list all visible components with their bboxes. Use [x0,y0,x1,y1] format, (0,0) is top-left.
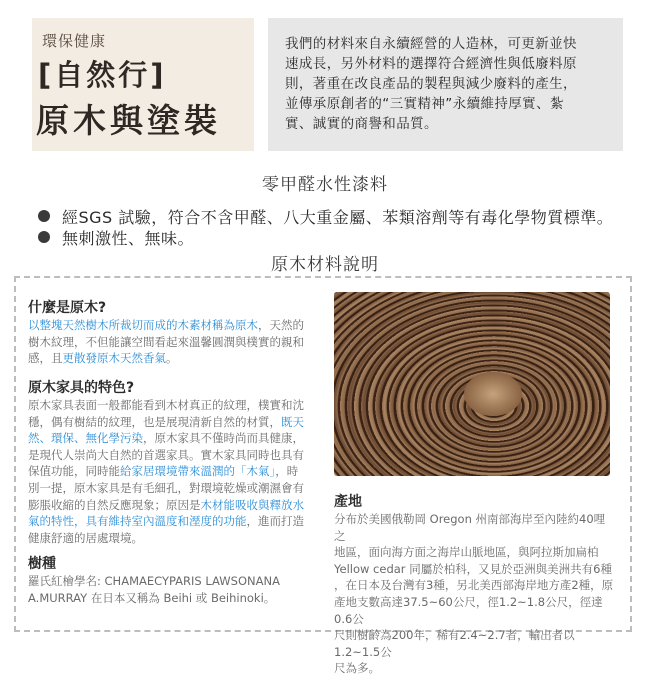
features-segment: ，時 [275,464,299,479]
features-segment: 膨脹收縮的自然反應現象；原因是 [28,497,201,512]
features-line [28,397,313,414]
features-segment: 穩，偶有樹結的紋理，也是展現清新自然的材質， [28,414,281,429]
intro-line: 我們的材料來自永續經營的人造林，可更新並快 [285,36,577,52]
what-is-wood-segment: 。 [166,351,178,366]
features-segment: 保值功能，同時能 [28,464,120,479]
features-heading: 原木家具的特色? [28,380,135,396]
features-segment: ，進而打造 [246,514,304,529]
what-is-wood-line [28,334,313,351]
what-is-wood-highlight: 以整塊天然樹木所裁切而成的木素材稱為原木 [28,318,258,332]
what-is-wood-text [28,317,313,367]
features-block [28,377,313,546]
header-title-line2: 原木與塗裝 [36,101,221,140]
features-highlight: 給家居環境帶來溫潤的「木氣」 [120,464,276,479]
what-is-wood-segment: 感，且 [28,351,63,366]
what-is-wood-highlight: 更散發原木天然香氣 [62,351,166,366]
what-is-wood-segment: ，天然的 [258,318,304,332]
origin-block [334,491,616,677]
species-line: A.MURRAY 在日本又稱為 Beihi 或 Beihinoki。 [28,590,276,605]
species-heading: 樹種 [28,556,56,572]
features-line [28,430,313,447]
features-segment: 健康舒適的居處環境。 [28,530,143,545]
intro-line: 速成長，另外材料的選擇符合經濟性與低廢料原 [285,56,577,72]
features-segment: ，原木家具不僅時尚而具健康， [143,431,304,446]
wood-section-title: 原木材料說明 [271,255,379,275]
paint-bullet-text: 經SGS 試驗，符合不含甲醛、八大重金屬、苯類溶劑等有毒化學物質標準。 [62,208,614,227]
species-block [28,553,313,606]
features-highlight: 既天 [281,414,304,429]
features-highlight: 木材能吸收與釋放水 [200,497,304,512]
features-highlight: 然、環保、無化學污染 [28,431,143,446]
origin-line: 產地支數高達37.5~60公尺，徑1.2~1.8公尺，徑達0.6公 [334,594,603,626]
origin-heading: 產地 [334,494,362,510]
what-is-wood-line [28,350,313,367]
species-line: 羅氏紅檜學名: CHAMAECYPARIS LAWSONANA [28,574,280,588]
features-line [28,497,313,514]
paint-section-title: 零甲醛水性漆料 [262,175,388,195]
intro-line: 則，著重在改良產品的製程與減少廢料的產生， [285,76,577,92]
features-line [28,447,313,464]
wood-rings-photo [334,292,610,476]
features-text [28,397,313,546]
origin-line: ，在日本及台灣有3種，另北美西部海岸地方產2種，原 [334,578,614,593]
intro-text [285,34,615,134]
what-is-wood-block [28,297,313,367]
what-is-wood-segment: 樹木紋理，不但能讓空間看起來溫馨圓潤與樸實的親和 [28,334,304,349]
features-line [28,480,313,497]
paint-bullet [38,205,613,228]
bullet-dot-icon [38,231,50,243]
origin-line: 尺為多。 [334,661,380,676]
features-segment: 是現代人崇尚大自然的首選家具。實木家具同時也具有 [28,447,304,462]
what-is-wood-heading: 什麼是原木? [28,300,107,316]
origin-line: 分布於美國俄勒岡 Oregon 州南部海岸至內陸約40哩之 [334,512,606,543]
features-highlight: 氣的特性，具有維持室內溫度和溼度的功能 [28,514,247,529]
header-title-line1: [自然行] [38,58,167,92]
bullet-dot-icon [38,210,50,222]
paint-bullet-text: 無刺激性、無味。 [62,229,195,248]
origin-line: 地區，面向海方面之海岸山脈地區，與阿拉斯加扁柏 [334,545,599,560]
origin-line: Yellow cedar 同屬於柏科，又見於亞洲與美洲共有6種 [334,561,613,576]
features-line [28,530,313,547]
features-line [28,463,313,480]
what-is-wood-line [28,317,313,334]
paint-bullet [38,226,194,249]
origin-line: 尺則樹齡為200年，稀有2.4~2.7者，輸出者以1.2~1.5公 [334,628,575,659]
intro-line: 實、誠實的商譽和品質。 [285,116,438,132]
intro-line: 並傳承原創者的“三實精神”永續維持厚實、紮 [285,96,564,112]
features-segment: 原木家具表面一般都能看到木材真正的紋理，樸實和沈 [28,398,304,412]
features-line [28,414,313,431]
header-kicker: 環保健康 [42,32,107,50]
features-line [28,513,313,530]
features-segment: 別一提，原木家具是有毛細孔，對環境乾燥或潮濕會有 [28,480,304,495]
